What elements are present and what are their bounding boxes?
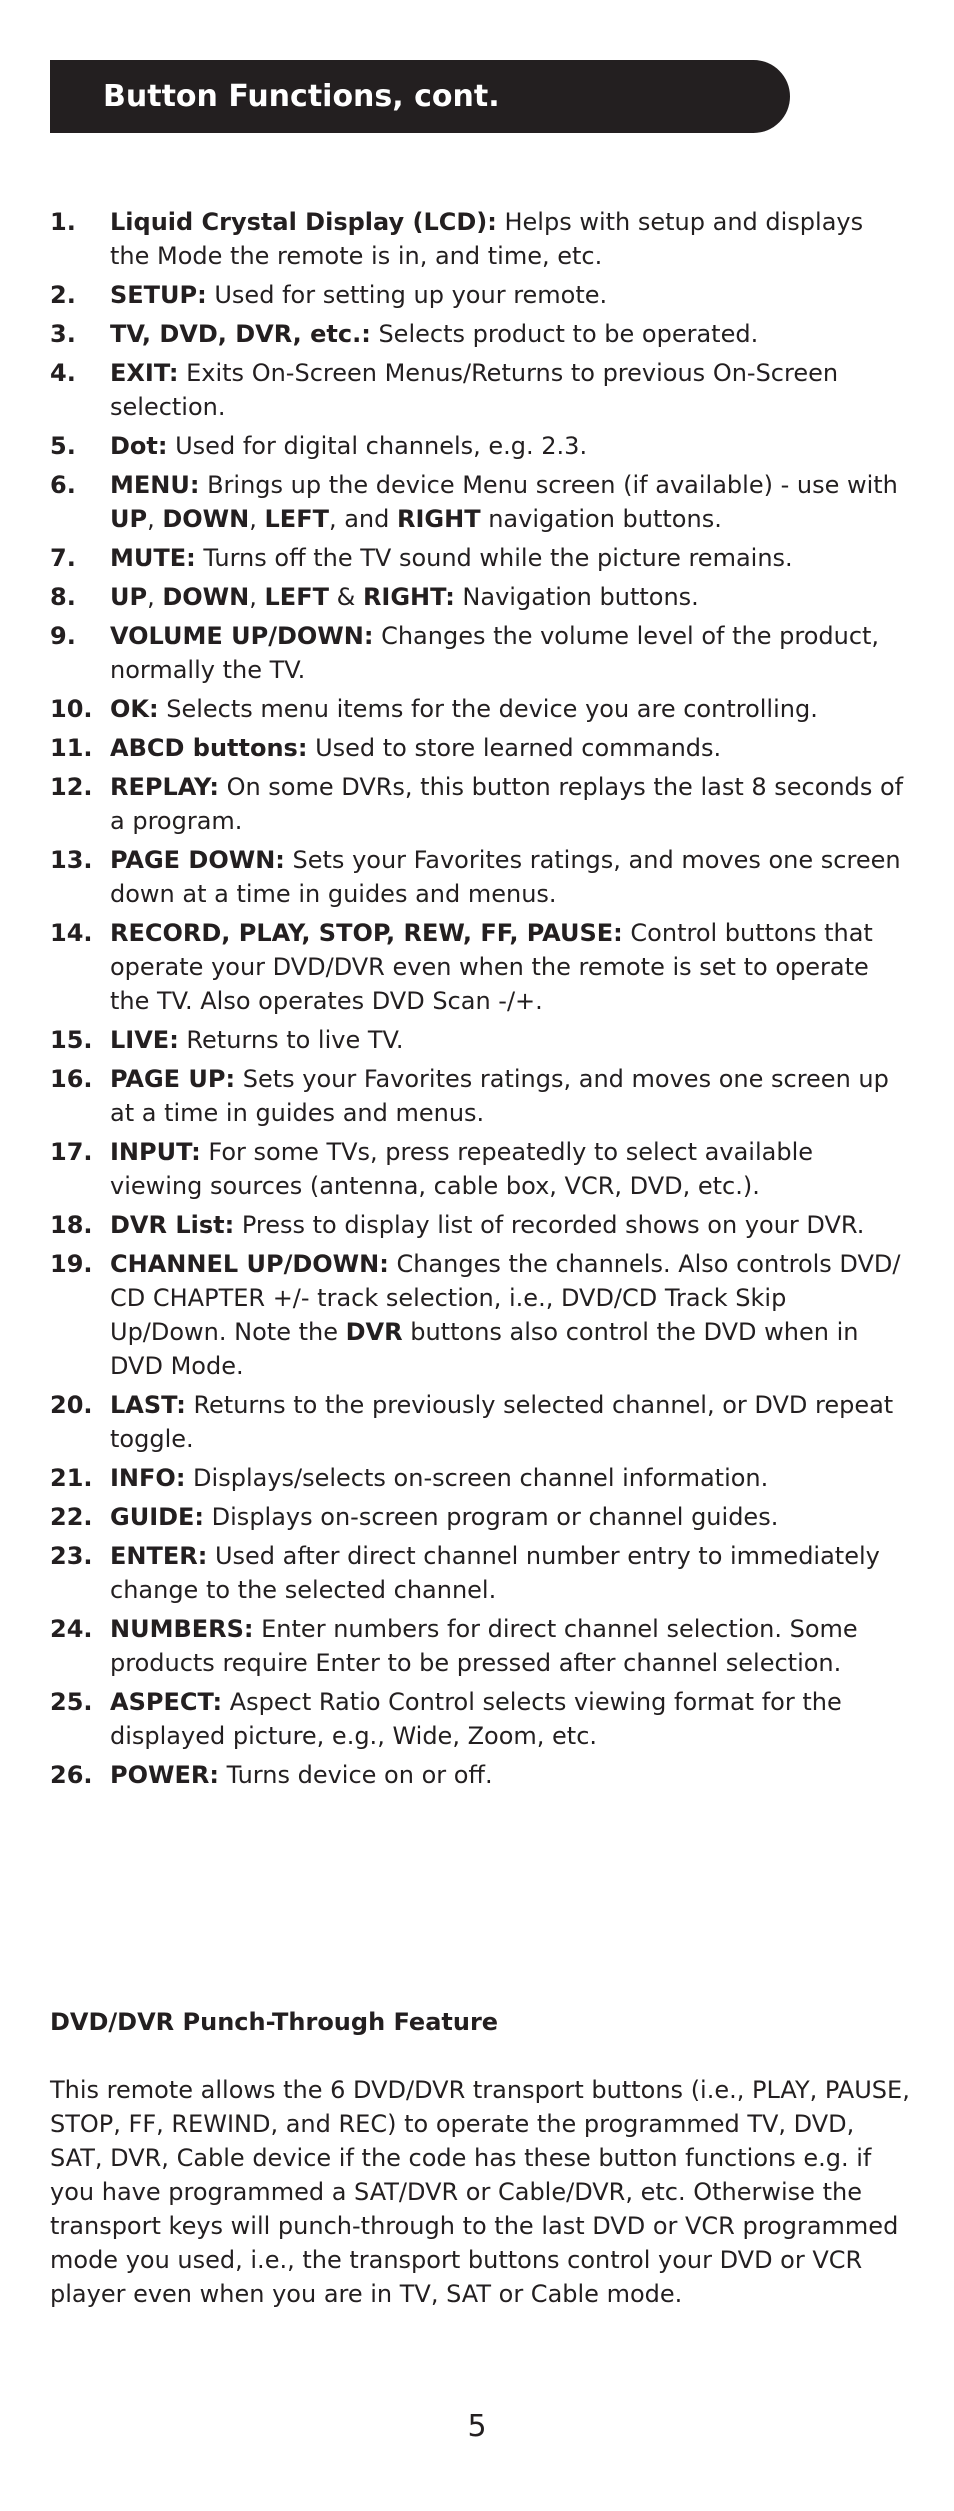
list-item — [50, 1539, 910, 1607]
item-text: Displays on-screen program or channel guides. — [204, 1503, 779, 1531]
section-paragraph: This remote allows the 6 DVD/DVR transport buttons (i.e., PLAY, PAUSE, STOP, FF, REWIND, and REC) to operate the programmed TV, DVD, SAT, DVR, Cable device if the code has these button functions e.g. if you have programmed a SAT/DVR or Cable/DVR, etc. Otherwise the transport keys will punch-through to the last DVD or VCR programmed mode you used, i.e., the transport buttons control your DVD or VCR player even when you are in TV, SAT or Cable mode. — [50, 2076, 910, 2308]
item-number: 11. — [50, 734, 93, 762]
item-text: Displays/selects on-screen channel information. — [185, 1464, 769, 1492]
list-item — [50, 1388, 910, 1456]
item-number: 8. — [50, 583, 76, 611]
item-title: INPUT: — [110, 1138, 201, 1166]
list-item — [50, 731, 910, 765]
item-text: Used for digital channels, e.g. 2.3. — [167, 432, 588, 460]
item-separator: , — [147, 583, 163, 611]
item-title: VOLUME UP/DOWN: — [110, 622, 374, 650]
item-title: RECORD, PLAY, STOP, REW, FF, PAUSE: — [110, 919, 623, 947]
list-item — [50, 468, 910, 536]
item-number: 9. — [50, 622, 76, 650]
item-title: MENU: — [110, 471, 200, 499]
list-item — [50, 619, 910, 687]
item-number: 3. — [50, 320, 76, 348]
item-keyword: UP — [110, 583, 148, 611]
item-number: 5. — [50, 432, 76, 460]
item-number: 13. — [50, 846, 93, 874]
item-title: TV, DVD, DVR, etc.: — [110, 320, 371, 348]
list-item — [50, 317, 910, 351]
item-text: Used for setting up your remote. — [206, 281, 608, 309]
item-number: 16. — [50, 1065, 93, 1093]
item-title: PAGE DOWN: — [110, 846, 285, 874]
item-number: 2. — [50, 281, 76, 309]
item-title: INFO: — [110, 1464, 186, 1492]
item-text: Returns to the previously selected channel, or DVD repeat toggle. — [110, 1391, 894, 1453]
item-text: Exits On-Screen Menus/Returns to previous On-Screen selection. — [110, 359, 839, 421]
item-title: GUIDE: — [110, 1503, 205, 1531]
item-title: REPLAY: — [110, 773, 219, 801]
item-keyword: DOWN — [162, 505, 250, 533]
item-text: On some DVRs, this button replays the last 8 seconds of a program. — [110, 773, 904, 835]
item-title: PAGE UP: — [110, 1065, 236, 1093]
item-number: 20. — [50, 1391, 93, 1419]
item-text-tail: buttons also control the DVD when in DVD Mode. — [110, 1318, 859, 1380]
page-title: Button Functions, cont. — [103, 79, 500, 114]
list-item — [50, 1023, 910, 1057]
item-title: DVR List: — [110, 1211, 235, 1239]
item-number: 26. — [50, 1761, 93, 1789]
item-separator: , — [249, 505, 265, 533]
item-number: 19. — [50, 1250, 93, 1278]
item-separator: , — [147, 505, 163, 533]
item-title: NUMBERS: — [110, 1615, 254, 1643]
item-number: 12. — [50, 773, 93, 801]
list-item — [50, 1685, 910, 1753]
item-title: EXIT: — [110, 359, 179, 387]
item-keyword: LEFT — [264, 505, 329, 533]
item-text: Selects menu items for the device you are controlling. — [158, 695, 818, 723]
list-item — [50, 1247, 910, 1383]
item-keyword: LEFT — [264, 583, 329, 611]
list-item — [50, 278, 910, 312]
item-text: Changes the volume level of the product, normally the TV. — [110, 622, 880, 684]
item-title: CHANNEL UP/DOWN: — [110, 1250, 389, 1278]
item-text: Sets your Favorites ratings, and moves one screen down at a time in guides and menus. — [110, 846, 901, 908]
item-title: SETUP: — [110, 281, 207, 309]
item-text: Control buttons that operate your DVD/DVR even when the remote is set to operate the TV. Also operates DVD Scan -/+. — [110, 919, 873, 1015]
item-text: Brings up the device Menu screen (if available) - use with — [199, 471, 898, 499]
item-title: ENTER: — [110, 1542, 208, 1570]
item-text-tail: navigation buttons. — [480, 505, 722, 533]
item-title: ASPECT: — [110, 1688, 223, 1716]
item-number: 1. — [50, 208, 76, 236]
item-text-tail: Navigation buttons. — [454, 583, 699, 611]
item-number: 17. — [50, 1138, 93, 1166]
list-item — [50, 1461, 910, 1495]
item-number: 10. — [50, 695, 93, 723]
item-number: 21. — [50, 1464, 93, 1492]
item-title: ABCD buttons: — [110, 734, 308, 762]
item-text: Enter numbers for direct channel selection. Some products require Enter to be pressed after channel selection. — [110, 1615, 858, 1677]
list-item — [50, 916, 910, 1018]
item-title: POWER: — [110, 1761, 219, 1789]
list-item — [50, 1758, 910, 1792]
section-heading: DVD/DVR Punch-Through Feature — [50, 2008, 499, 2036]
item-number: 15. — [50, 1026, 93, 1054]
item-text: Turns device on or off. — [218, 1761, 493, 1789]
item-number: 18. — [50, 1211, 93, 1239]
list-item — [50, 429, 910, 463]
list-item — [50, 541, 910, 575]
item-title: OK: — [110, 695, 159, 723]
item-keyword: RIGHT: — [362, 583, 455, 611]
item-number: 25. — [50, 1688, 93, 1716]
item-title: MUTE: — [110, 544, 196, 572]
list-item — [50, 356, 910, 424]
section-header-bar — [50, 60, 790, 133]
list-item — [50, 770, 910, 838]
item-text: Aspect Ratio Control selects viewing format for the displayed picture, e.g., Wide, Zoom, etc. — [110, 1688, 842, 1750]
list-item — [50, 692, 910, 726]
item-title: Dot: — [110, 432, 168, 460]
item-text: Returns to live TV. — [178, 1026, 404, 1054]
item-separator: & — [328, 583, 363, 611]
list-item — [50, 1612, 910, 1680]
item-number: 24. — [50, 1615, 93, 1643]
item-keyword: DVR — [345, 1318, 403, 1346]
item-title: LAST: — [110, 1391, 186, 1419]
item-text: For some TVs, press repeatedly to select available viewing sources (antenna, cable box, VCR, DVD, etc.). — [110, 1138, 813, 1200]
item-number: 6. — [50, 471, 76, 499]
list-item — [50, 1135, 910, 1203]
item-text: Changes the channels. Also controls DVD/ CD CHAPTER +/- track selection, i.e., DVD/CD Track Skip Up/Down. Note the — [110, 1250, 901, 1346]
item-text: Sets your Favorites ratings, and moves one screen up at a time in guides and menus. — [110, 1065, 889, 1127]
item-text: Used after direct channel number entry to immediately change to the selected channel. — [110, 1542, 880, 1604]
list-item — [50, 1208, 910, 1242]
button-functions-list — [50, 205, 910, 1797]
item-text: Helps with setup and displays the Mode the remote is in, and time, etc. — [110, 208, 864, 270]
list-item — [50, 205, 910, 273]
item-separator: , — [249, 583, 265, 611]
item-number: 7. — [50, 544, 76, 572]
list-item — [50, 580, 910, 614]
item-title: Liquid Crystal Display (LCD): — [110, 208, 497, 236]
list-item — [50, 1062, 910, 1130]
item-number: 22. — [50, 1503, 93, 1531]
item-keyword: RIGHT — [397, 505, 481, 533]
item-number: 23. — [50, 1542, 93, 1570]
item-number: 14. — [50, 919, 93, 947]
item-separator: , and — [328, 505, 397, 533]
item-number: 4. — [50, 359, 76, 387]
item-text: Press to display list of recorded shows on your DVR. — [234, 1211, 865, 1239]
item-text: Used to store learned commands. — [307, 734, 722, 762]
item-keyword: UP — [110, 505, 148, 533]
item-keyword: DOWN — [162, 583, 250, 611]
item-text: Selects product to be operated. — [370, 320, 759, 348]
list-item — [50, 843, 910, 911]
item-text: Turns off the TV sound while the picture remains. — [195, 544, 793, 572]
page-number: 5 — [467, 2409, 487, 2444]
item-title: LIVE: — [110, 1026, 179, 1054]
list-item — [50, 1500, 910, 1534]
